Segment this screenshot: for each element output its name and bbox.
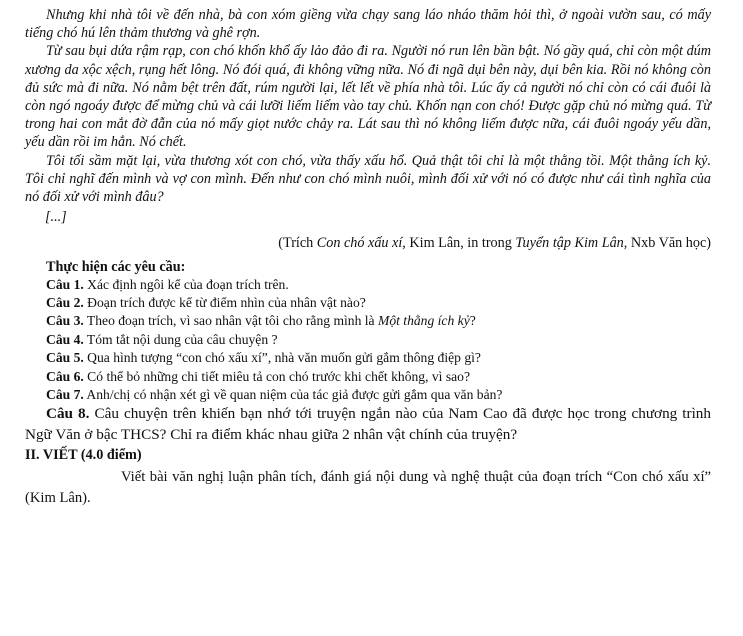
source-work: Con chó xấu xí bbox=[316, 235, 403, 252]
question-5 bbox=[46, 349, 711, 367]
question-7 bbox=[46, 386, 711, 404]
section-2-title: II. VIẾT (4.0 điểm) bbox=[25, 446, 142, 463]
source-suffix: , Nxb Văn học) bbox=[623, 235, 711, 252]
question-8 bbox=[25, 404, 711, 444]
source-citation bbox=[25, 234, 711, 252]
question-text-after: ? bbox=[469, 313, 476, 329]
question-label: Câu 5. bbox=[46, 350, 84, 366]
source-collection: Tuyển tập Kim Lân bbox=[515, 235, 624, 252]
question-text: Có thể bỏ những chi tiết miêu tả con chó trước khi chết không, vì sao? bbox=[83, 368, 471, 384]
question-3 bbox=[46, 312, 711, 330]
question-4 bbox=[46, 331, 711, 349]
question-text: Đoạn trích được kể từ điểm nhìn của nhân vật nào? bbox=[83, 295, 366, 311]
question-label: Câu 4. bbox=[46, 331, 84, 347]
question-label: Câu 6. bbox=[46, 368, 84, 384]
source-mid: , Kim Lân, in trong bbox=[402, 235, 516, 252]
question-text: Theo đoạn trích, vì sao nhân vật tôi cho rằng mình là bbox=[83, 313, 378, 329]
question-text: Câu chuyện trên khiến bạn nhớ tới truyện ngắn nào của Nam Cao đã được học trong chương trình Ngữ Văn ở bậc THCS? Chỉ ra điểm khác nhau giữa 2 nhân vật chính của truyện? bbox=[25, 405, 711, 443]
passage-ellipsis: [...] bbox=[45, 209, 67, 226]
passage-paragraph-1: Nhưng khi nhà tôi về đến nhà, bà con xóm giềng vừa chạy sang láo nháo thăm hỏi thì, ở ngoài vườn sau, có mấy tiếng chó hú lên thảm thương và ghê rợn. bbox=[25, 7, 711, 42]
passage-paragraph-3: Tôi tối sầm mặt lại, vừa thương xót con chó, vừa thấy xấu hổ. Quả thật tôi chỉ là một thằng tồi. Một thằng ích kỷ. Tôi chỉ nghĩ đến mình và vợ con mình. Đến như con chó mình nuôi, mình đối xử với nó có được như cái tình nghĩa của nó đối xử với mình đâu? bbox=[25, 152, 711, 206]
question-label: Câu 8. bbox=[46, 405, 90, 423]
source-prefix: (Trích bbox=[278, 235, 317, 252]
question-text: Qua hình tượng “con chó xấu xí”, nhà văn muốn gửi gắm thông điệp gì? bbox=[83, 350, 481, 366]
question-label: Câu 7. bbox=[46, 387, 84, 403]
question-label: Câu 3. bbox=[46, 313, 84, 329]
passage-paragraph-2: Từ sau bụi dứa rậm rạp, con chó khốn khổ ấy lảo đảo đi ra. Người nó run lên bần bật. Nó gầy quá, chỉ còn một dúm xương da xộc xệch, rụng hết lông. Nó đói quá, đi không vững nữa. Nó đi ngã dụi bên này, dụi bên kia. Rồi nó không còn đủ sức mà đi nữa. Nó nằm bệt trên đất, rúm người lại, lết lết về phía nhà tôi. Lúc ấy cả người nó chỉ còn có cái đuôi là còn ngó ngoáy được để mừng chủ và cái lưỡi liếm liếm vào tay chủ. Khốn nạn con chó! Được gặp chủ nó mừng quá. Từ trong hai con mắt đờ đẫn của nó mấy giọt nước chảy ra. Lát sau thì nó không liếm được nữa, cái đuôi ngoáy yếu dần, yếu dần rồi im hẳn. Nó chết. bbox=[25, 43, 711, 151]
question-label: Câu 2. bbox=[46, 295, 84, 311]
question-text: Anh/chị có nhận xét gì về quan niệm của tác giả được gửi gắm qua văn bản? bbox=[83, 387, 503, 403]
question-6 bbox=[46, 368, 711, 386]
requirements-title: Thực hiện các yêu cầu: bbox=[46, 258, 186, 275]
question-text: Xác định ngôi kể của đoạn trích trên. bbox=[83, 276, 289, 292]
question-label: Câu 1. bbox=[46, 276, 84, 292]
writing-task: Viết bài văn nghị luận phân tích, đánh giá nội dung và nghệ thuật của đoạn trích “Con chó xấu xí” (Kim Lân). bbox=[25, 468, 711, 507]
question-2 bbox=[46, 294, 711, 312]
question-text: Tóm tắt nội dung của câu chuyện ? bbox=[83, 331, 278, 347]
question-italic-phrase: Một thằng ích kỷ bbox=[378, 313, 470, 329]
document-page bbox=[25, 6, 711, 510]
question-1 bbox=[46, 276, 711, 294]
